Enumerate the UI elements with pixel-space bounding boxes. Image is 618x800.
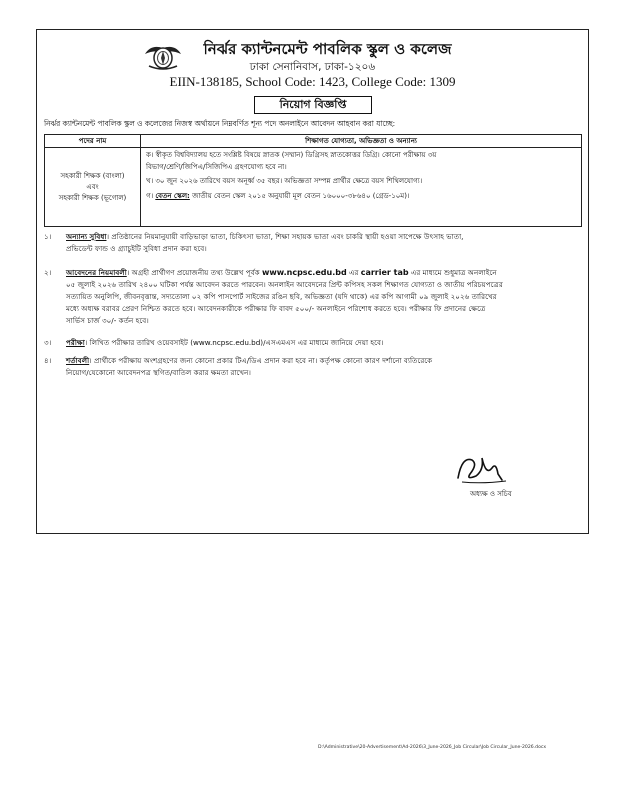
section-exam — [44, 337, 584, 349]
section-number: ৩। — [44, 338, 52, 347]
section-line: লিখিত পরীক্ষার তারিখ ওয়েবসাইট (www.ncpsc.edu.bd)/এসএমএস এর মাধ্যমে জানিয়ে দেয়া হবে। — [89, 338, 384, 347]
post-name: সহকারী শিক্ষক (ভূগোল) — [58, 193, 127, 202]
section-label: অন্যান্য সুবিধা — [66, 232, 107, 241]
salary-label: বেতন স্কেল: — [155, 191, 190, 200]
section-number: ২। — [44, 268, 52, 277]
col-qual-header: শিক্ষাগত যোগ্যতা, অভিজ্ঞতা ও অন্যান্য — [141, 135, 582, 148]
table-row — [45, 148, 582, 227]
section-line: নিয়োগ/যেকোনো আবেদনপত্র স্থগিত/বাতিল করার ক্ষমতা রাখেন। — [66, 368, 251, 377]
signatory-title: অধ্যক্ষ ও সচিব — [470, 490, 512, 498]
footer-file-path: D:\Administrative\20-Advertisement\Ad-2026\3_June-2026_Job Circular\Job Circular_June-2026.docx — [318, 745, 547, 750]
section-conditions — [44, 355, 584, 379]
section-label-sep: । — [89, 356, 95, 365]
salary-prefix: গ। — [146, 191, 154, 200]
section-label-sep: । — [106, 232, 112, 241]
post-name: সহকারী শিক্ষক (বাংলা) — [60, 171, 125, 180]
website-link[interactable]: www.ncpsc.edu.bd — [261, 268, 347, 277]
section-line: প্রতিষ্ঠানের নিয়মানুযায়ী বাড়িভাড়া ভাতা, চিকিৎসা ভাতা, শিক্ষা সহায়ক ভাতা এবং চাকরি স্থায়ী হওয়া সাপেক্ষে উৎসাহ ভাতা, — [111, 232, 464, 241]
carrier-tab-text: carrier tab — [360, 268, 409, 277]
section-number: ১। — [44, 232, 52, 241]
section-number: ৪। — [44, 356, 52, 365]
section-line: প্রভিডেন্ট ফান্ড ও গ্র্যাচুইটি সুবিধা প্রদান করা হবে। — [66, 244, 207, 253]
col-post-header: পদের নাম — [45, 135, 141, 148]
section-line: প্রার্থীকে পরীক্ষায় অংশগ্রহণের জন্য কোনো প্রকার টিএ/ডিএ প্রদান করা হবে না। কর্তৃপক্ষ কোনো কারণ দর্শানো ব্যতিরেকে — [94, 356, 433, 365]
salary-text: জাতীয় বেতন স্কেল ২০১৫ অনুযায়ী মূল বেতন ১৬০০০-৩৮৬৪০ (গ্রেড-১০ম)। — [192, 191, 410, 200]
institution-codes: EIIN-138185, School Code: 1423, College Code: 1309 — [169, 74, 456, 89]
post-name-joiner: এবং — [86, 182, 99, 191]
section-line: সত্যায়িত অনুলিপি, জীবনবৃত্তান্ত, সদ্যতোলা ০২ কপি পাসপোর্ট সাইজের রঙিন ছবি, অভিজ্ঞতা (যদি থাকে) এর কপি আগামী ০৯ জুলাই ২০২৬ তারিখের — [66, 292, 497, 301]
section-label: আবেদনের নিয়মাবলী — [66, 268, 127, 277]
section-line: সার্ভিস চার্জ ৩০/- কর্তন হবে। — [66, 316, 149, 325]
section-label: শর্তাবলী — [66, 356, 90, 365]
qual-line: খ। ৩০ জুন ২০২৬ তারিখে বয়স অনূর্ধ্ব ৩৫ বছর। অভিজ্ঞতা সম্পন্ন প্রার্থীর ক্ষেত্রে বয়স শিথিলযোগ্য। — [146, 177, 423, 185]
section-line: মধ্যে অধ্যক্ষ বরাবর প্রেরণ নিশ্চিত করতে হবে। আবেদনকারীকে পরীক্ষার ফি বাবদ ৫০০/- অনলাইনে পরিশোধ করতে হবে। পরীক্ষার ফি প্রদানের ক্ষেত্রে — [66, 304, 486, 313]
section-line: ০৫ জুলাই ২০২৬ তারিখ ২৪০০ ঘটিকা পর্যন্ত আবেদন করতে পারবেন। অনলাইন আবেদনের প্রিন্ট কপিসহ সকল শিক্ষাগত যোগ্যতা ও জাতীয় পরিচয়পত্রের — [66, 280, 503, 289]
section-label-sep: । — [126, 268, 132, 277]
section-label-sep: । — [84, 338, 90, 347]
posts-table — [44, 134, 582, 227]
qualifications-cell — [141, 148, 582, 227]
qual-line: ক। স্বীকৃত বিশ্ববিদ্যালয় হতে সংশ্লিষ্ট বিষয়ে স্নাতক (সম্মান) ডিগ্রিসহ স্নাতকোত্তর ডিগ্রি। কোনো পরীক্ষায় ৩য় — [146, 151, 437, 159]
section-other-benefits — [44, 231, 584, 255]
table-header-row — [45, 135, 582, 148]
rules-tail: এর মাধ্যমে শুধুমাত্র অনলাইনে — [410, 268, 497, 277]
section-application-rules — [44, 267, 584, 327]
signature — [452, 450, 512, 488]
institution-address: ঢাকা সেনানিবাস, ঢাকা-১২০৬ — [249, 61, 376, 73]
rules-lead: অগ্রহী প্রার্থীগণ প্রয়োজনীয় তথ্য উল্লেখ পূর্বক — [131, 268, 260, 277]
salary-line — [146, 191, 576, 203]
section-label: পরীক্ষা — [66, 338, 85, 347]
qual-line: বিভাগ/শ্রেণি/জিপিএ/সিজিপিএ গ্রহণযোগ্য হবে না। — [146, 162, 287, 171]
post-names-cell — [45, 148, 141, 227]
institution-name: নির্ঝর ক্যান্টনমেন্ট পাবলিক স্কুল ও কলেজ — [203, 40, 452, 58]
intro-text: নির্ঝর ক্যান্টনমেন্ট পাবলিক স্কুল ও কলেজের নিজস্ব অর্থায়নে নিম্নবর্ণিত শূন্য পদে অনলাইনে আবেদন আহবান করা যাচ্ছে: — [44, 119, 396, 128]
rules-mid: এর — [348, 268, 359, 277]
notice-title: নিয়োগ বিজ্ঞপ্তি — [254, 96, 372, 114]
